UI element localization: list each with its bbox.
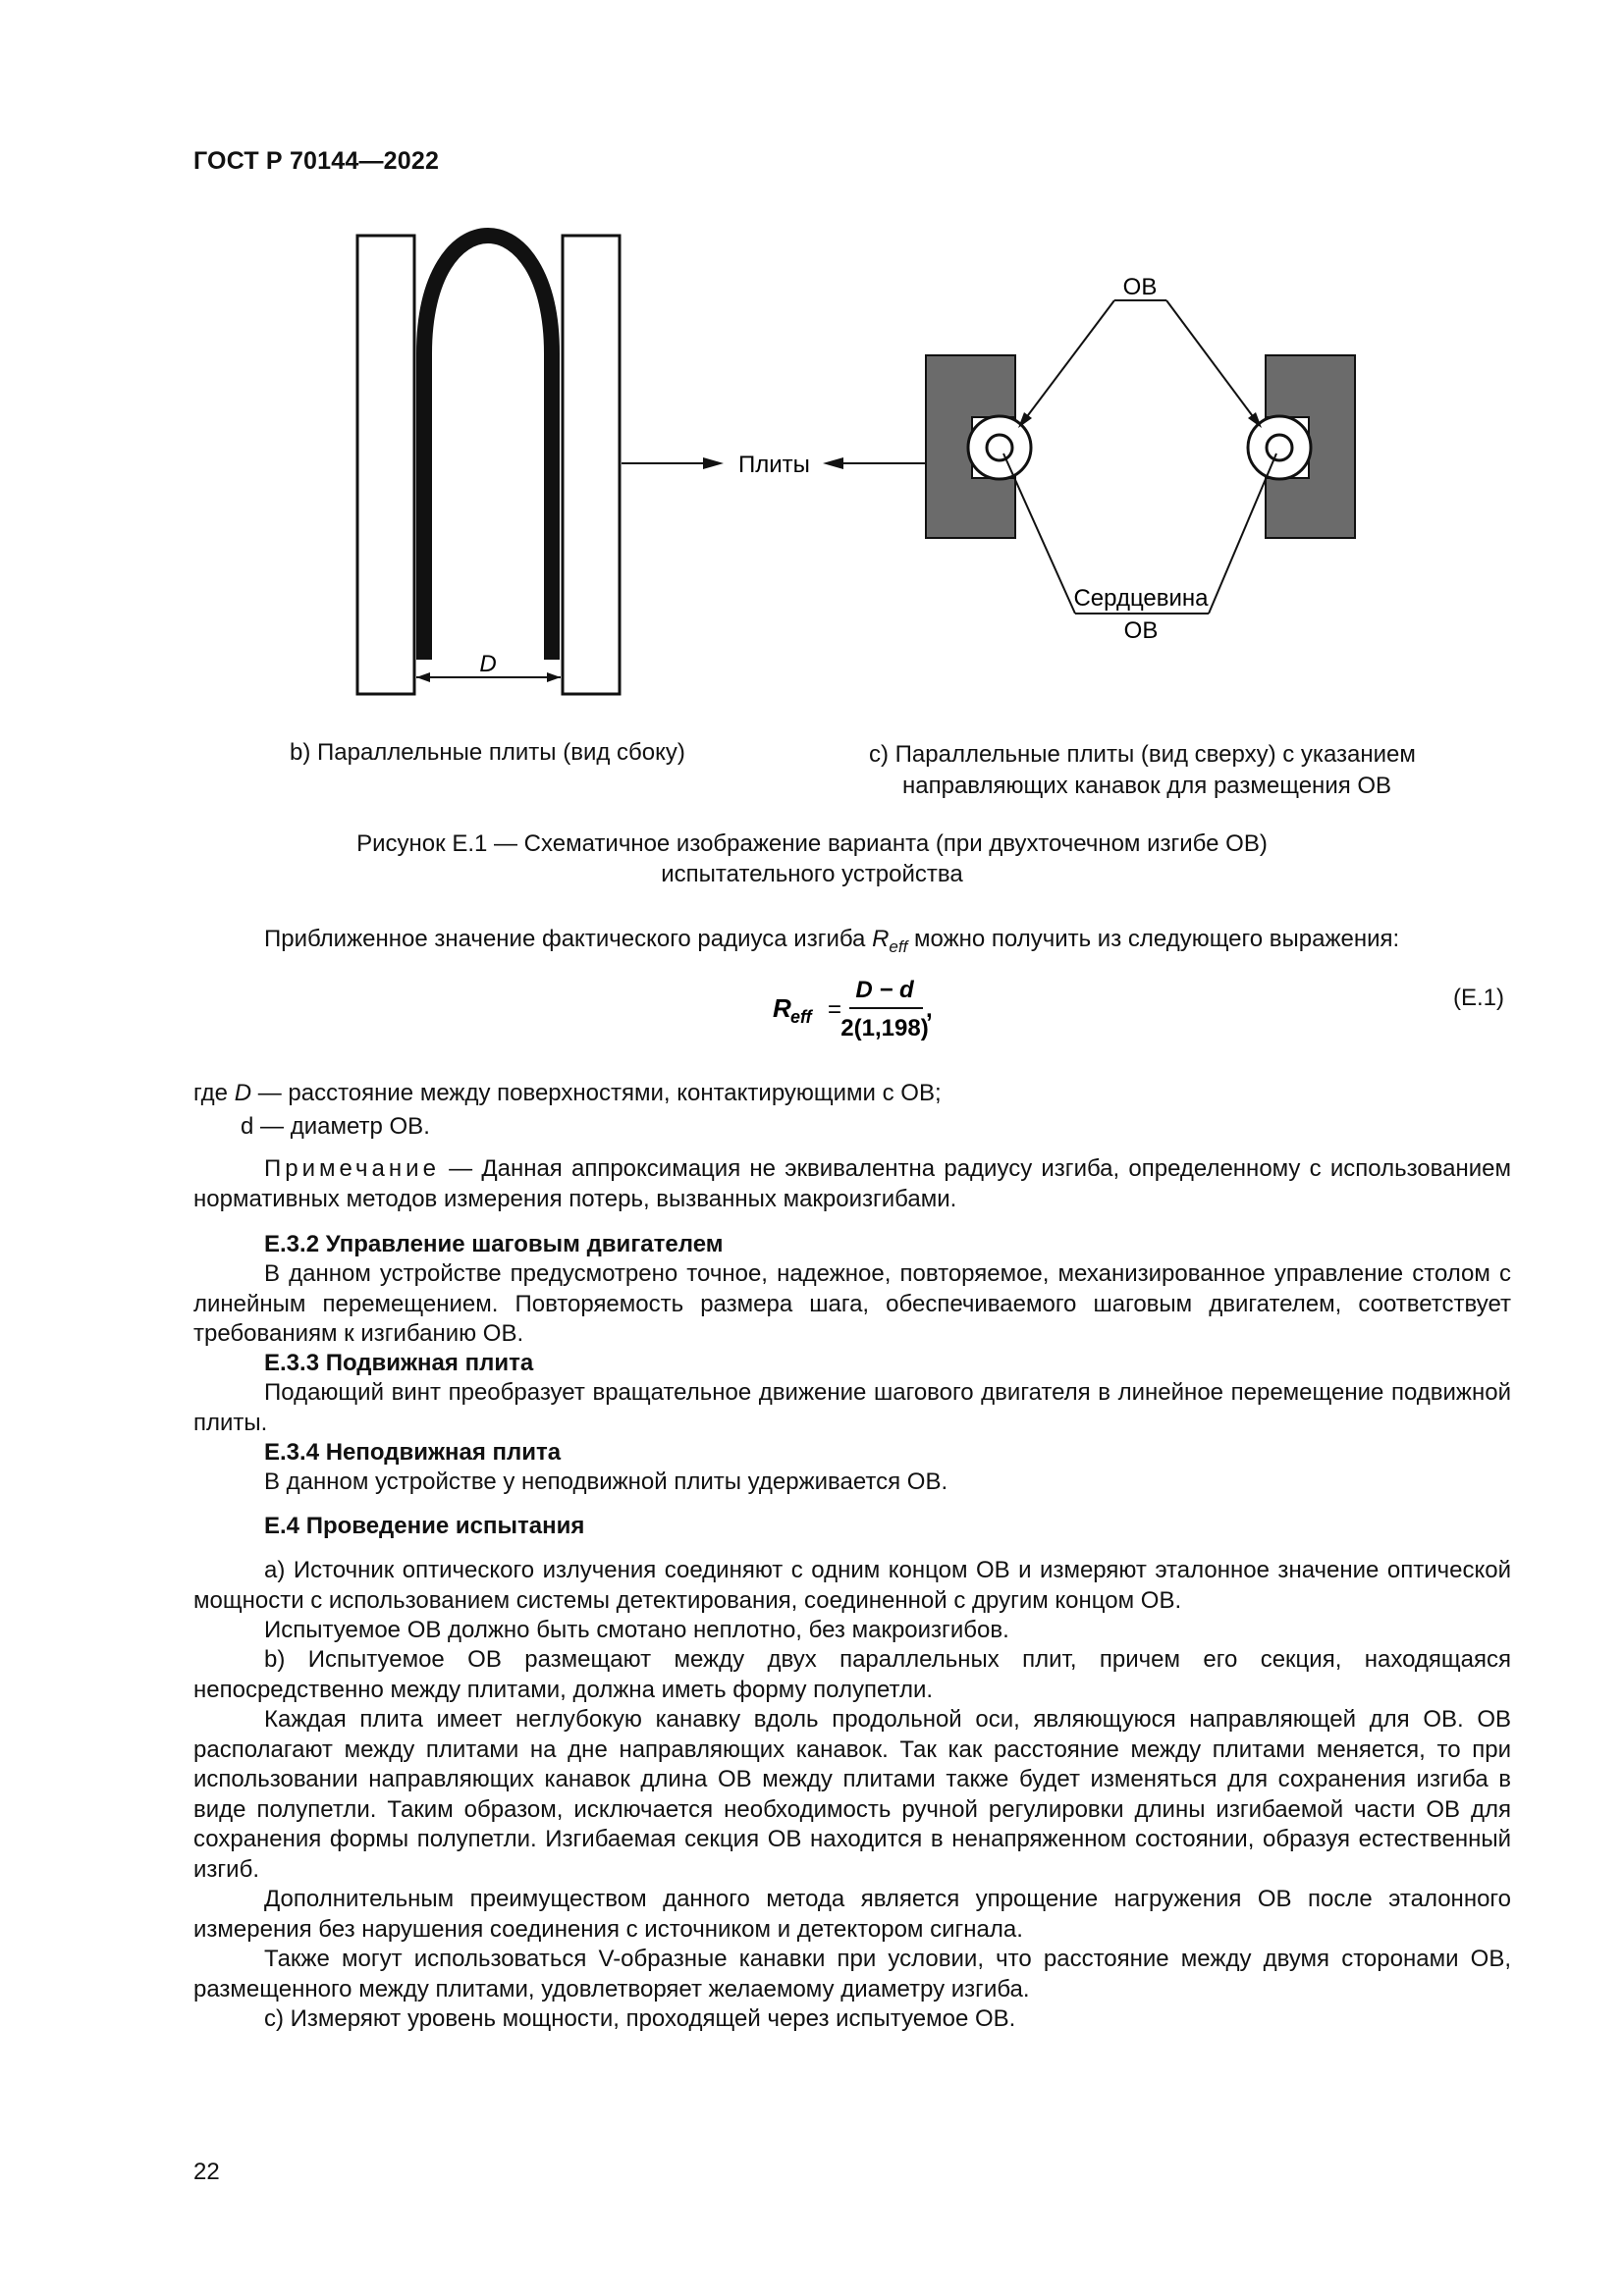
arrowhead-right bbox=[547, 672, 561, 682]
right-fiber-core bbox=[1267, 435, 1292, 460]
section-e34-title: Е.3.4 Неподвижная плита bbox=[264, 1439, 562, 1466]
label-plity: Плиты bbox=[738, 452, 810, 478]
paragraph-a2: Испытуемое ОВ должно быть смотано неплотно, без макроизгибов. bbox=[264, 1617, 1009, 1643]
fiber-loop bbox=[424, 236, 552, 660]
section-e32-title: Е.3.2 Управление шаговым двигателем bbox=[264, 1231, 724, 1257]
section-e33-title: Е.3.3 Подвижная плита bbox=[264, 1350, 534, 1376]
left-fiber-core bbox=[987, 435, 1012, 460]
caption-c-line1: c) Параллельные плиты (вид сверху) с указанием bbox=[869, 741, 1416, 768]
caption-c bbox=[869, 739, 1416, 802]
note-text: — Данная аппроксимация не эквивалентна радиусу изгиба, определенному с использованием нормативных методов измерения потерь, вызванных макроизгибами. bbox=[193, 1155, 1511, 1212]
paragraph-a: a) Источник оптического излучения соединяют с одним концом ОВ и измеряют эталонное значение оптической мощности с использованием системы детектирования, соединенной с другим концом ОВ. bbox=[193, 1557, 1511, 1614]
where-item-d bbox=[193, 1077, 942, 1110]
intro-after: можно получить из следующего выражения: bbox=[907, 926, 1400, 952]
formula-denominator: 2(1,198) bbox=[840, 1015, 929, 1041]
where-text-small-d: — диаметр ОВ. bbox=[253, 1113, 430, 1140]
formula-comma: , bbox=[926, 996, 933, 1023]
formula-numerator: D − d bbox=[855, 977, 914, 1003]
document-header: ГОСТ Р 70144—2022 bbox=[193, 147, 440, 175]
where-item-small-d bbox=[241, 1110, 430, 1144]
note bbox=[193, 1154, 1511, 1214]
where-text-d: — расстояние между поверхностями, контактирующими с ОВ; bbox=[251, 1080, 942, 1106]
formula-e1 bbox=[766, 970, 962, 1048]
label-core: Сердцевина bbox=[1073, 585, 1209, 612]
note-label: Примечание bbox=[264, 1155, 440, 1182]
label-ov-top: ОВ bbox=[1122, 274, 1158, 300]
left-plate bbox=[357, 236, 414, 694]
paragraph-b2: Каждая плита имеет неглубокую канавку вдоль продольной оси, являющуюся направляющей для ОВ. ОВ располагают между плитами на дне направляющих канавок. Так как расстояние между плитами меняется, то при использовании направляющих канавок длина ОВ между плитами также будет изменяться для сохранения изгиба в виде полупетли. Таким образом, исключается необходимость ручной регулировки длины изгибаемой части ОВ для сохранения формы полупетли. Изгибаемая секция ОВ находится в ненапряженном состоянии, образуя естественный изгиб. bbox=[193, 1706, 1511, 1883]
caption-b: b) Параллельные плиты (вид сбоку) bbox=[290, 739, 685, 766]
section-e32-text: В данном устройстве предусмотрено точное, надежное, повторяемое, механизированное управление столом с линейным перемещением. Повторяемость размера шага, обеспечиваемого шаговым двигателем, соответствует требованиям к изгибанию ОВ. bbox=[193, 1260, 1511, 1347]
paragraph-b3: Дополнительным преимуществом данного метода является упрощение нагружения ОВ после эталонного измерения без нарушения соединения с источником и детектором сигнала. bbox=[193, 1886, 1511, 1943]
plity-arrowhead-right bbox=[703, 457, 724, 469]
paragraph-c: c) Измеряют уровень мощности, проходящей через испытуемое ОВ. bbox=[264, 2005, 1016, 2032]
ov-arrowhead-left bbox=[1018, 412, 1032, 428]
section-e34-text: В данном устройстве у неподвижной плиты удерживается ОВ. bbox=[264, 1468, 948, 1495]
label-core-ov: ОВ bbox=[1123, 617, 1159, 644]
formula-equals: = bbox=[828, 996, 842, 1023]
figure-title-line2: испытательного устройства bbox=[661, 861, 963, 887]
intro-subscript: eff bbox=[889, 936, 908, 956]
page-number: 22 bbox=[193, 2159, 220, 2185]
where-symbol-d: D bbox=[234, 1080, 252, 1106]
figure-title bbox=[0, 828, 1624, 889]
where-prefix: где bbox=[193, 1080, 235, 1106]
right-plate bbox=[563, 236, 620, 694]
ov-leader-right bbox=[1166, 300, 1258, 423]
intro-symbol: R bbox=[872, 926, 890, 952]
equation-number: (Е.1) bbox=[1453, 985, 1505, 1011]
ov-arrowhead-right bbox=[1248, 412, 1262, 428]
section-e4-title: Е.4 Проведение испытания bbox=[264, 1513, 585, 1539]
intro-before: Приближенное значение фактического радиуса изгиба bbox=[264, 926, 873, 952]
caption-c-line2: направляющих канавок для размещения ОВ bbox=[902, 773, 1392, 799]
formula-intro bbox=[193, 925, 1511, 962]
formula-lhs-sub: eff bbox=[790, 1007, 812, 1027]
figure-e1 bbox=[334, 216, 1532, 717]
paragraph-b: b) Испытуемое ОВ размещают между двух параллельных плит, причем его секция, находящаяся непосредственно между плитами, должна иметь форму полупетли. bbox=[193, 1646, 1511, 1703]
formula-lhs: R bbox=[773, 993, 791, 1023]
paragraph-b4: Также могут использоваться V-образные канавки при условии, что расстояние между двумя сторонами ОВ, размещенного между плитами, удовлетворяет желаемому диаметру изгиба. bbox=[193, 1946, 1511, 2002]
section-e33-text: Подающий винт преобразует вращательное движение шагового двигателя в линейное перемещение подвижной плиты. bbox=[193, 1379, 1511, 1436]
label-d: D bbox=[479, 651, 497, 677]
where-symbol-small-d: d bbox=[241, 1113, 254, 1140]
ov-leader-left bbox=[1022, 300, 1114, 423]
figure-title-line1: Рисунок Е.1 — Схематичное изображение варианта (при двухточечном изгибе ОВ) bbox=[356, 830, 1268, 857]
arrowhead-left bbox=[416, 672, 430, 682]
